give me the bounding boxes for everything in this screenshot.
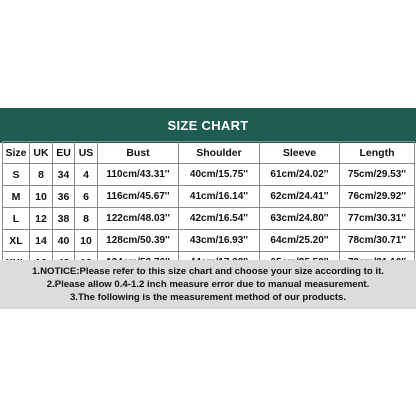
sleeve-cell: 64cm/25.20'': [260, 230, 340, 252]
size-table: [2, 141, 415, 274]
sleeve-cell: 62cm/24.41'': [260, 186, 340, 208]
us-cell: 10: [75, 230, 98, 252]
sleeve-cell: 63cm/24.80'': [260, 208, 340, 230]
us-cell: 8: [75, 208, 98, 230]
uk-cell: 10: [30, 186, 53, 208]
bust-cell: 110cm/43.31'': [98, 164, 179, 186]
column-header-size: Size: [3, 142, 30, 164]
column-header-shoulder: Shoulder: [179, 142, 260, 164]
uk-cell: 14: [30, 230, 53, 252]
bust-cell: 128cm/50.39'': [98, 230, 179, 252]
length-cell: 78cm/30.71'': [340, 230, 415, 252]
column-header-eu: EU: [53, 142, 75, 164]
size-cell: S: [3, 164, 30, 186]
uk-cell: 12: [30, 208, 53, 230]
eu-cell: 40: [53, 230, 75, 252]
length-cell: 76cm/29.92'': [340, 186, 415, 208]
sleeve-cell: 61cm/24.02'': [260, 164, 340, 186]
table-row: [3, 164, 415, 186]
size-cell: XL: [3, 230, 30, 252]
title-bar: [0, 108, 416, 143]
size-cell: M: [3, 186, 30, 208]
page-title: SIZE CHART: [167, 118, 249, 133]
column-header-sleeve: Sleeve: [260, 142, 340, 164]
eu-cell: 36: [53, 186, 75, 208]
column-header-uk: UK: [30, 142, 53, 164]
us-cell: 6: [75, 186, 98, 208]
table-header-row: [3, 142, 415, 164]
table-row: [3, 186, 415, 208]
note-line: 3.The following is the measurement method of our products.: [69, 292, 347, 303]
size-cell: L: [3, 208, 30, 230]
table-row: [3, 230, 415, 252]
note-line: 1.NOTICE:Please refer to this size chart and choose your size according to it.: [32, 266, 384, 277]
eu-cell: 34: [53, 164, 75, 186]
shoulder-cell: 43cm/16.93'': [179, 230, 260, 252]
eu-cell: 38: [53, 208, 75, 230]
length-cell: 77cm/30.31'': [340, 208, 415, 230]
bust-cell: 116cm/45.67'': [98, 186, 179, 208]
table-row: [3, 208, 415, 230]
column-header-bust: Bust: [98, 142, 179, 164]
column-header-length: Length: [340, 142, 415, 164]
shoulder-cell: 41cm/16.14'': [179, 186, 260, 208]
notes-panel: [0, 260, 416, 309]
us-cell: 4: [75, 164, 98, 186]
shoulder-cell: 42cm/16.54'': [179, 208, 260, 230]
shoulder-cell: 40cm/15.75'': [179, 164, 260, 186]
note-line: 2.Please allow 0.4-1.2 inch measure error due to manual measurement.: [46, 279, 370, 290]
bust-cell: 122cm/48.03'': [98, 208, 179, 230]
length-cell: 75cm/29.53'': [340, 164, 415, 186]
uk-cell: 8: [30, 164, 53, 186]
column-header-us: US: [75, 142, 98, 164]
